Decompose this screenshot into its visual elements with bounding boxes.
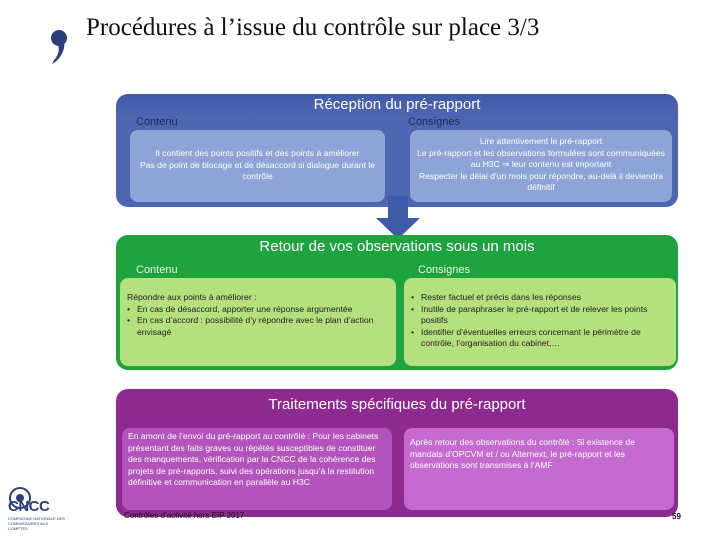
- reception-consignes-line: Le pré-rapport et les observations formulées sont communiquées au H3C ⇒ leur contenu est important: [417, 147, 665, 169]
- retour-contenu-box: [120, 278, 396, 366]
- reception-consignes-line: Lire attentivement le pré-rapport: [479, 136, 603, 146]
- traitements-title: Traitements spécifiques du pré-rapport: [268, 396, 526, 413]
- reception-consignes-box: [410, 130, 672, 202]
- list-item: • Identifier d’éventuelles erreurs concernant le périmètre de contrôle, l’organisation du cabinet,…: [411, 327, 669, 350]
- retour-consignes-box: [404, 278, 676, 366]
- list-item: • Inutile de paraphraser le pré-rapport et de relever les points positifs: [411, 304, 669, 327]
- list-item: • En cas de désaccord, apporter une réponse argumentée: [127, 304, 389, 316]
- list-item: • En cas d’accord : possibilité d’y répondre avec le plan d’action envisagé: [127, 315, 389, 338]
- reception-title: Réception du pré-rapport: [313, 96, 481, 113]
- retour-contenu-label: Contenu: [136, 264, 178, 276]
- footer-text: Contrôles d’activité hors EIP 2017: [124, 511, 245, 520]
- reception-contenu-line: Il contient des points positifs et des points à améliorer: [155, 148, 360, 158]
- reception-contenu-label: Contenu: [136, 116, 178, 128]
- cncc-logo-text: CNCC: [8, 498, 50, 515]
- reception-contenu-line: Pas de point de blocage et de désaccord si dialogue durant le contrôle: [139, 159, 376, 181]
- reception-consignes-line: Respecter le délai d’un mois pour répondre, au-delà il deviendra définitif: [418, 170, 664, 192]
- reception-consignes-label: Consignes: [408, 116, 460, 128]
- retour-contenu-list: [127, 304, 389, 339]
- traitements-right-text: Après retour des observations du contrôlé : Si existence de mandats d’OPCVM et / ou Alternext, le pré-rapport et les observations sont transmises à l’AMF: [410, 437, 635, 470]
- comma-mark-icon: [46, 26, 72, 66]
- retour-consignes-list: [411, 292, 669, 350]
- page-number: 59: [672, 512, 681, 521]
- cncc-logo-subtext: COMPAGNIE NATIONALE DES COMMISSAIRES AUX COMPTES: [8, 516, 65, 531]
- traitements-right-box: [404, 428, 674, 510]
- traitements-left-box: [122, 428, 392, 510]
- slide-title: Procédures à l’issue du contrôle sur place 3/3: [86, 14, 540, 41]
- retour-contenu-intro: Répondre aux points à améliorer :: [127, 292, 257, 302]
- traitements-left-text: En amont de l’envoi du pré-rapport au contrôlé : Pour les cabinets présentant des faits graves ou répétés susceptibles de constituer des manquements, vérification par la CNCC de la cohérence des projets de pré-rapports, suivi des opérations jusqu’à la restitution définitive et communication en parallèle au H3C: [128, 431, 379, 487]
- retour-title: Retour de vos observations sous un mois: [259, 238, 535, 255]
- list-item: • Rester factuel et précis dans les réponses: [411, 292, 669, 304]
- retour-consignes-label: Consignes: [418, 264, 470, 276]
- reception-contenu-box: [130, 130, 385, 202]
- down-arrow-icon: [374, 196, 422, 240]
